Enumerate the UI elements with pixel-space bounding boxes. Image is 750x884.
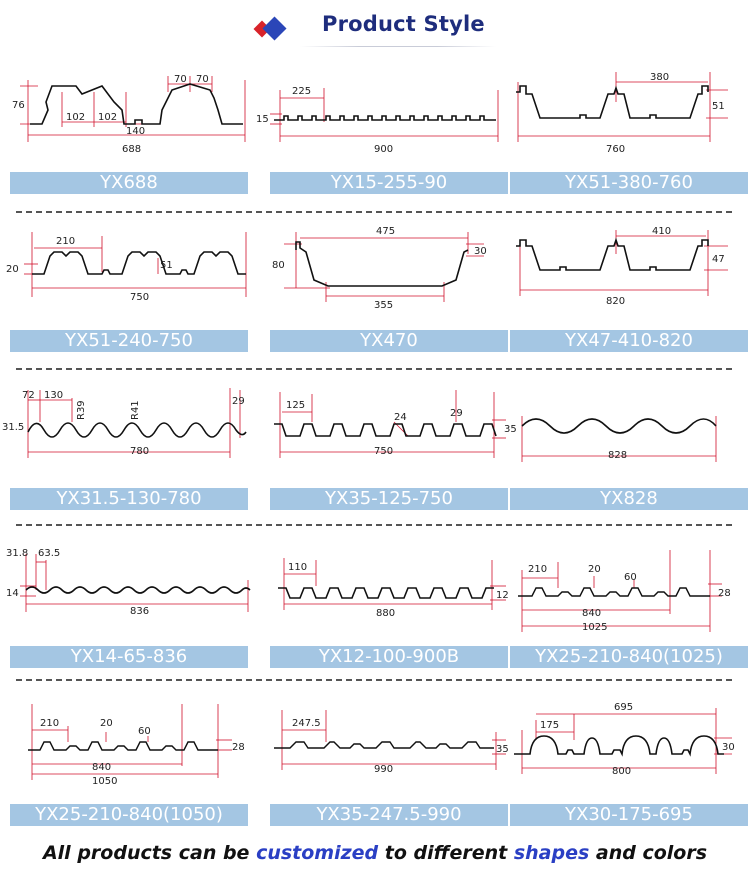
product-label: YX688: [10, 172, 248, 194]
product-label: YX25-210-840(1050): [10, 804, 248, 826]
product-card-yx30-175-695: [510, 690, 750, 845]
product-card-yx12-100-900b: [270, 540, 510, 695]
footer-highlight: shapes: [513, 842, 590, 864]
page-header: [0, 0, 750, 56]
dim-label: 130: [44, 390, 64, 401]
product-card-yx47-410-820: [510, 222, 750, 377]
dim-label: 225: [292, 86, 312, 97]
dim-label: 800: [612, 766, 632, 777]
dim-label: 70: [174, 74, 187, 85]
dim-label: 836: [130, 606, 150, 617]
product-card-yx688: [10, 62, 250, 217]
diamond-logo-icon: [252, 14, 292, 44]
dim-label: 355: [374, 300, 394, 311]
dim-label: 51: [712, 101, 725, 112]
dim-label: 247.5: [292, 718, 321, 729]
dim-label: 60: [138, 726, 151, 737]
footer-text: to different: [378, 842, 514, 864]
profile-drawing: [256, 62, 510, 187]
profile-drawing: [10, 690, 250, 815]
dim-label: 380: [650, 72, 670, 83]
footer-highlight: customized: [256, 842, 379, 864]
footer-text: All products can be: [42, 842, 257, 864]
dim-label: 29: [450, 408, 463, 419]
profile-drawing: [510, 62, 750, 187]
title-underline: [300, 46, 496, 47]
dim-label: 30: [474, 246, 487, 257]
product-label: YX14-65-836: [10, 646, 248, 668]
dim-label: 840: [582, 608, 602, 619]
product-label: YX470: [270, 330, 508, 352]
product-card-yx470: [270, 222, 510, 377]
dim-label: 475: [376, 226, 396, 237]
dim-label: 47: [712, 254, 725, 265]
profile-drawing: [270, 690, 510, 815]
profile-drawing: [510, 690, 750, 815]
profile-drawing: [6, 222, 250, 347]
row-divider: [16, 524, 732, 526]
dim-label: 29: [232, 396, 245, 407]
dim-label: 760: [606, 144, 626, 155]
product-label: YX47-410-820: [510, 330, 748, 352]
product-card-yx25-210-840-1025: [510, 540, 750, 695]
product-label: YX35-125-750: [270, 488, 508, 510]
dim-label: 20: [6, 264, 19, 275]
dim-label: 210: [40, 718, 60, 729]
dim-label: 72: [22, 390, 35, 401]
product-card-yx51-240-750: [6, 222, 250, 377]
product-card-yx51-380-760: [510, 62, 750, 217]
dim-label: R41: [130, 400, 141, 420]
dim-label: 28: [232, 742, 245, 753]
dim-label: 695: [614, 702, 634, 713]
product-card-yx25-210-840-1050: [10, 690, 250, 845]
dim-label: 210: [56, 236, 76, 247]
dim-label: 210: [528, 564, 548, 575]
dim-label: 410: [652, 226, 672, 237]
product-label: YX12-100-900B: [270, 646, 508, 668]
dim-label: 900: [374, 144, 394, 155]
dim-label: 1025: [582, 622, 608, 633]
page-title: Product Style: [322, 12, 485, 36]
dim-label: 175: [540, 720, 560, 731]
dim-label: 140: [126, 126, 146, 137]
dim-label: 110: [288, 562, 308, 573]
dim-label: 30: [722, 742, 735, 753]
dim-label: 51: [160, 260, 173, 271]
dim-label: 12: [496, 590, 509, 601]
dim-label: 1050: [92, 776, 118, 787]
profile-drawing: [10, 62, 250, 187]
product-card-yx14-65-836: [6, 540, 250, 695]
dim-label: 688: [122, 144, 142, 155]
footer-tagline: [0, 842, 750, 864]
dim-label: 102: [98, 112, 118, 123]
product-label: YX828: [510, 488, 748, 510]
dim-label: 820: [606, 296, 626, 307]
dim-label: 35: [504, 424, 517, 435]
product-card-yx828: [510, 382, 750, 537]
product-label: YX31.5-130-780: [10, 488, 248, 510]
row-divider: [16, 368, 732, 370]
dim-label: 63.5: [38, 548, 61, 559]
dim-label: 880: [376, 608, 396, 619]
dim-label: 35: [496, 744, 509, 755]
dim-label: 28: [718, 588, 731, 599]
product-label: YX51-380-760: [510, 172, 748, 194]
product-label: YX35-247.5-990: [270, 804, 508, 826]
row-divider: [16, 211, 732, 213]
dim-label: 20: [100, 718, 113, 729]
row-divider: [16, 679, 732, 681]
product-card-yx15-255-90: [256, 62, 510, 217]
dim-label: 14: [6, 588, 19, 599]
product-card-yx31-5-130-780: [2, 382, 250, 537]
dim-label: 780: [130, 446, 150, 457]
dim-label: 80: [272, 260, 285, 271]
dim-label: 76: [12, 100, 25, 111]
dim-label: 15: [256, 114, 269, 125]
dim-label: 990: [374, 764, 394, 775]
dim-label: 60: [624, 572, 637, 583]
dim-label: 102: [66, 112, 86, 123]
dim-label: 24: [394, 412, 407, 423]
dim-label: 840: [92, 762, 112, 773]
dim-label: 828: [608, 450, 628, 461]
dim-label: 70: [196, 74, 209, 85]
product-card-yx35-247-5-990: [270, 690, 510, 845]
footer-text: and colors: [589, 842, 708, 864]
product-label: YX30-175-695: [510, 804, 748, 826]
profile-drawing: [270, 222, 510, 347]
dim-label: 31.5: [2, 422, 25, 433]
dim-label: 125: [286, 400, 306, 411]
dim-label: 750: [130, 292, 150, 303]
product-label: YX51-240-750: [10, 330, 248, 352]
product-card-yx35-125-750: [270, 382, 517, 537]
product-label: YX25-210-840(1025): [510, 646, 748, 668]
dim-label: 31.8: [6, 548, 29, 559]
profile-drawing: [510, 222, 750, 347]
product-label: YX15-255-90: [270, 172, 508, 194]
dim-label: R39: [76, 400, 87, 420]
dim-label: 20: [588, 564, 601, 575]
dim-label: 750: [374, 446, 394, 457]
